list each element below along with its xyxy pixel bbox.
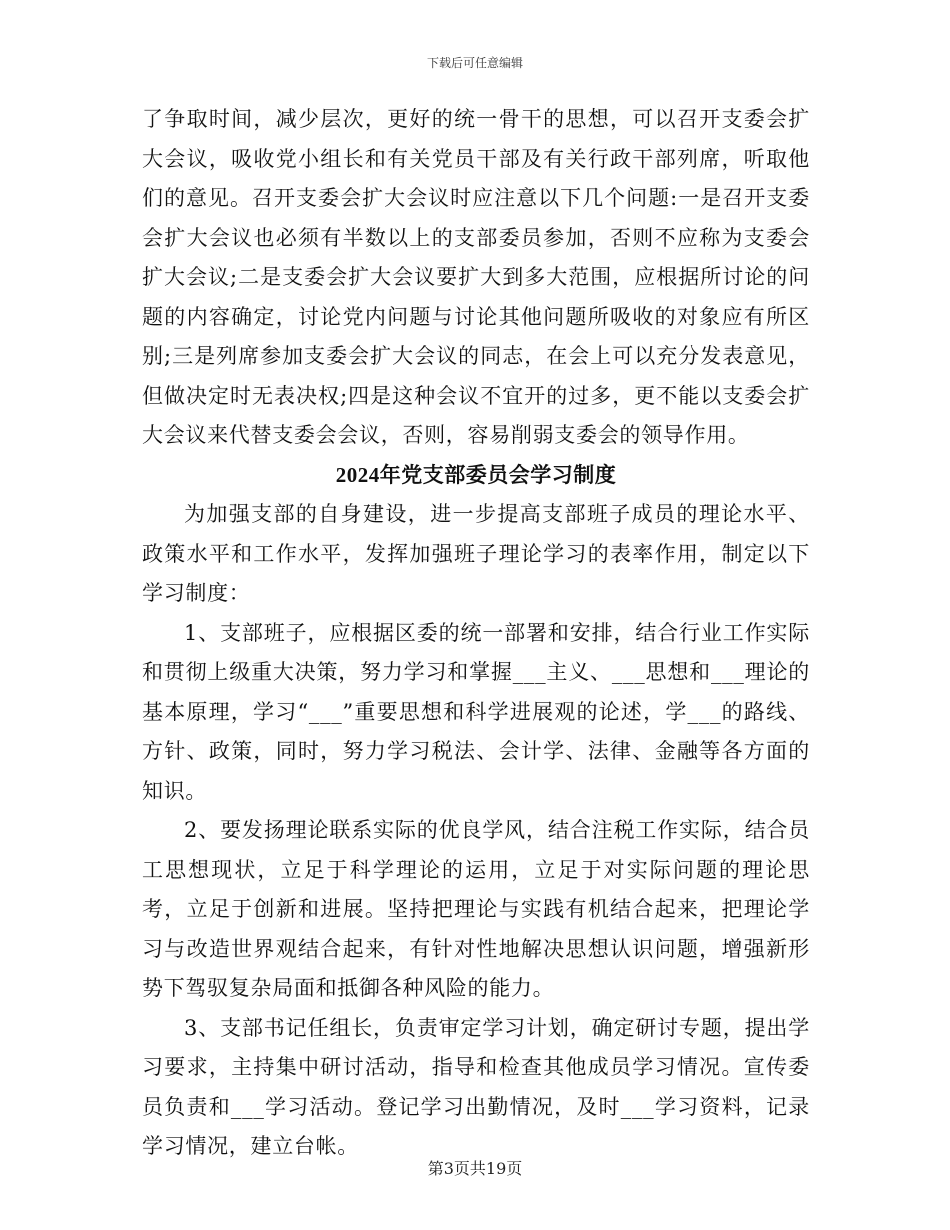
header-note: 下载后可任意编辑: [426, 56, 523, 70]
intro-paragraph: 了争取时间，减少层次，更好的统一骨干的思想，可以召开支委会扩大会议，吸收党小组长和有关党员干部及有关行政干部列席，听取他们的意见。召开支委会扩大会议时应注意以下几个问题:一是召开支委会扩大会议也必须有半数以上的支部委员参加，否则不应称为支委会扩大会议;二是支委会扩大会议要扩大到多大范围，应根据所讨论的问题的内容确定，讨论党内问题与讨论其他问题所吸收的对象应有所区别;三是列席参加支委会扩大会议的同志，在会上可以充分发表意见，但做决定时无表决权;四是这种会议不宜开的过多，更不能以支委会扩大会议来代替支委会会议，否则，容易削弱支委会的领导作用。: [142, 107, 810, 447]
paragraph-item-1: 1、支部班子，应根据区委的统一部署和安排，结合行业工作实际和贯彻上级重大决策，努力学习和掌握___主义、___思想和___理论的基本原理，学习“___”重要思想和科学进展观的论述，学___的路线、方针、政策，同时，努力学习税法、会计学、法律、金融等各方面的知识。: [142, 620, 810, 803]
paragraph-item-2: 2、要发扬理论联系实际的优良学风，结合注税工作实际，结合员工思想现状，立足于科学理论的运用，立足于对实际问题的理论思考，立足于创新和进展。坚持把理论与实践有机结合起来，把理论学习与改造世界观结合起来，有针对性地解决思想认识问题，增强新形势下驾驭复杂局面和抵御各种风险的能力。: [142, 818, 810, 1000]
document-body: [142, 100, 810, 1167]
paragraph-preamble: 为加强支部的自身建设，进一步提高支部班子成员的理论水平、政策水平和工作水平，发挥加强班子理论学习的表率作用，制定以下学习制度：: [142, 502, 810, 605]
paragraph-item-3: 3、支部书记任组长，负责审定学习计划，确定研讨专题，提出学习要求，主持集中研讨活动，指导和检查其他成员学习情况。宣传委员负责和___学习活动。登记学习出勤情况，及时___学习资料，记录学习情况，建立台帐。: [142, 1015, 810, 1158]
page-number: 第3页共19页: [427, 1159, 523, 1178]
section-title: 2024年党支部委员会学习制度: [335, 462, 617, 487]
